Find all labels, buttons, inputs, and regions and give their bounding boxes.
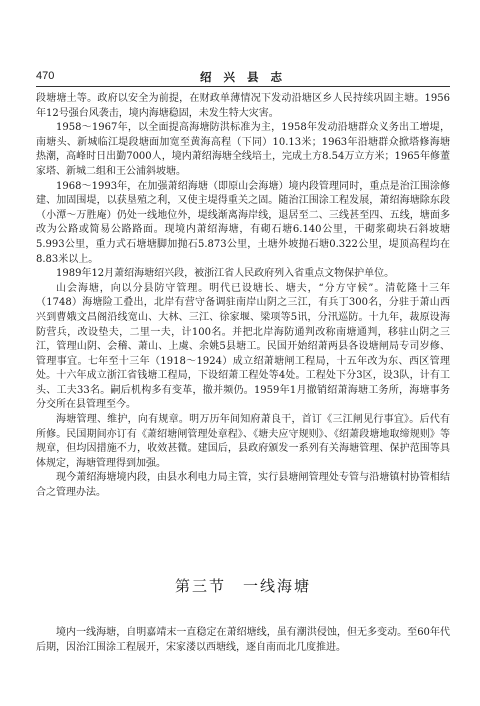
paragraph-continued: 段塘塘土等。政府以安全为前提，在财政单薄情况下发动沿塘区乡人民持续巩固主塘。1956年12号强台风袭击，境内海塘稳固，未发生特大灾害。: [36, 93, 450, 119]
paragraph: 1958～1967年，以全面提高海塘防洪标准为主，1958年发动沿塘群众义务出工增堤，南塘头、新城临江堤段塘面加宽至黄海高程（下同）10.13米；1963年沿塘群众掀塔修海塘热潮，高峰时日出勤7000人，境内萧绍海塘全线培土，完成土方8.54万立方米；1965年修董家塔、新城二组和王公浦斜坡塘。: [36, 122, 450, 177]
section-text: [36, 626, 450, 655]
running-title: 绍 兴 县 志: [199, 70, 286, 84]
page-number: 470: [36, 70, 55, 82]
paragraph: 境内一线海塘，自明嘉靖末一直稳定在萧绍塘线，虽有潮洪侵蚀，但无多变动。至60年代后期，因治江围涂工程展开，宋家溇以西塘线，逐自南而北几度推进。: [36, 627, 450, 653]
paragraph: 现今萧绍海塘境内段，由县水利电力局主管，实行县塘闸管理处专管与沿塘镇村协管相结合之管理办法。: [36, 472, 450, 499]
page-header: [36, 70, 450, 87]
paragraph: 山会海塘，向以分县防守管理。明代已设塘长、塘夫，“分方守候”。清乾隆十三年（1748）海塘险工叠出，北岸有营守备调驻南岸山阴之三江，有兵丁300名，分驻于萧山西兴到曹娥文昌阁沿线宽山、大林、三江、徐家堰、梁项等5讯，分汛巡防。十九年，裁原设海防营兵，改设垫夫，二里一夫，计100名。并把北岸海防通判改称南塘通判，移驻山阴之三江，管理山阴、会稽、萧山、上虞、余姚5县塘工。民国开始绍萧两县各设塘闸局专司岁修、管理事宜。七年至十三年（1918～1924）成立绍萧塘闸工程局，十五年改为东、西区管理处。十六年成立浙江省钱塘工程局，下设绍萧工程处等4处。工程处下分3区，设3队，计有工头、工夫33名。嗣后机构多有变革，撤并频仍。1959年1月撤销绍萧海塘工务所，海塘事务分交所在县管理至今。: [36, 282, 450, 411]
body-text: [36, 92, 450, 501]
paragraph: 海塘管理、维护，向有规章。明万历年间知府萧良干，首订《三江闸见行事宜》。后代有所修。民国期间亦订有《萧绍塘闸管理处章程》、《塘夫应守规则》、《绍萧段塘地取缔规则》等规章，但均因措施不力，收效甚微。建国后，县政府颁发一系列有关海塘管理、保护范围等具体规定，海塘管理得到加强。: [36, 414, 450, 469]
paragraph: 1968～1993年，在加强萧绍海塘（即原山会海塘）境内段管理同时，重点是治江围涂修建、加固围堤，以获垦殖之利，又使主堤得重关之固。随治江围涂工程发展，萧绍海塘除东段（小潭～万胜庵）仍处一线地位外，堤线渐离海岸线，退居至二、三线甚至四、五线，塘面多改为公路或简易公路路面。现境内萧绍海塘，有砌石塘6.140公里，干砌浆砌块石斜坡塘5.993公里，重力式石塘塘脚加抛石5.873公里，土塘外坡抛石塘0.322公里，堤顶高程均在8.83米以上。: [36, 180, 450, 265]
section-heading: 第三节 一线海塘: [174, 577, 311, 595]
paragraph: 1989年12月萧绍海塘绍兴段，被浙江省人民政府列入省重点文物保护单位。: [56, 268, 395, 280]
